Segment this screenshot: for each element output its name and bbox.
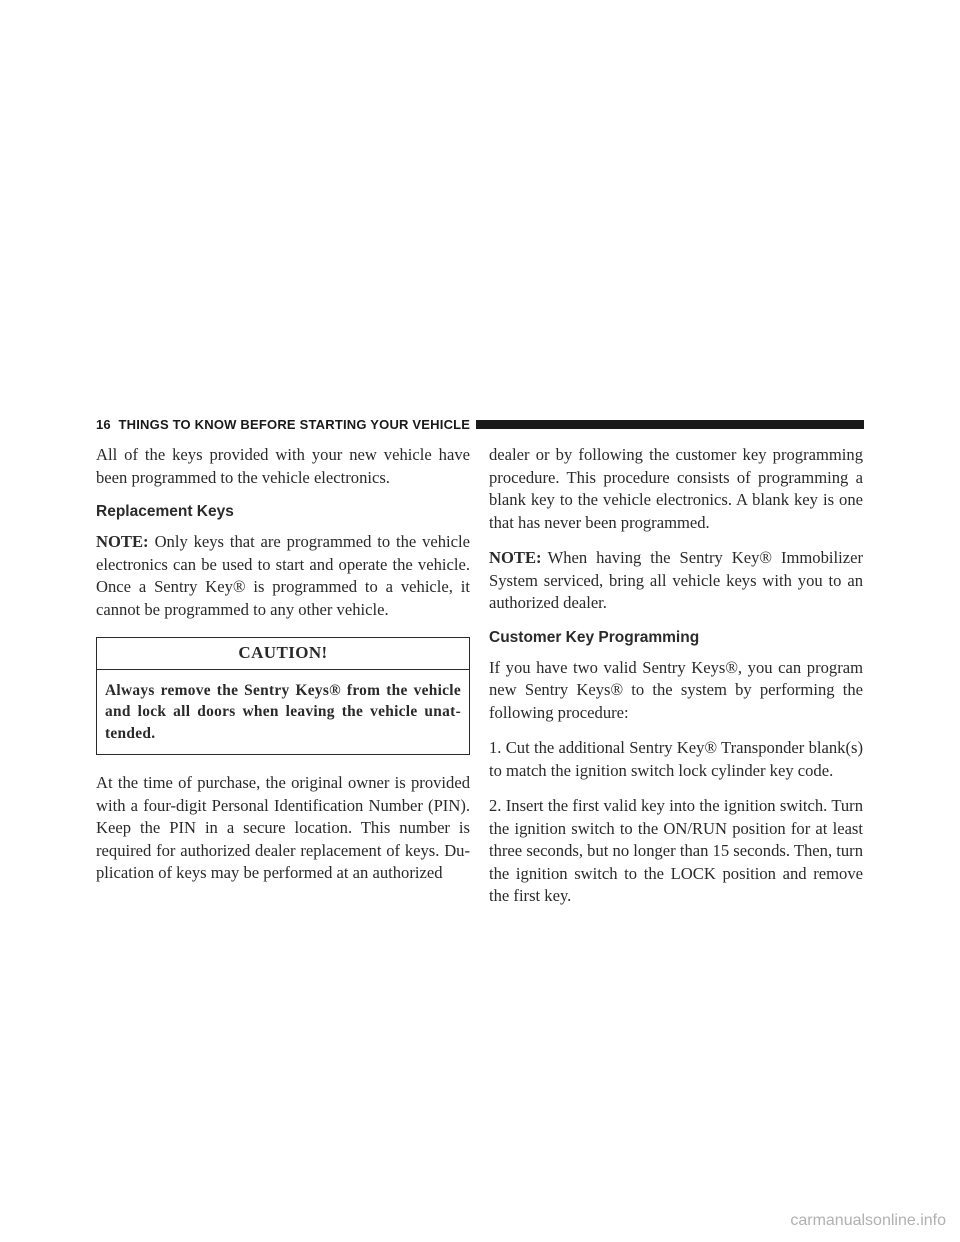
page-number: 16 — [96, 416, 111, 432]
caution-title: CAUTION! — [97, 638, 469, 670]
note-label: NOTE: — [489, 548, 542, 567]
pin-paragraph: At the time of purchase, the original owner is provided with a four-digit Personal Identification Number (PIN). Keep the PIN in a secure location. This number is required for authorized dealer replacement of keys. Du-plication of keys may be performed at an authorized — [96, 773, 470, 882]
caution-text: Always remove the Sentry Keys® from the vehicle and lock all doors when leaving the vehicle unat-tended. — [105, 681, 461, 742]
caution-box — [96, 637, 470, 755]
right-column — [489, 444, 863, 921]
customer-key-programming-heading: Customer Key Programming — [489, 628, 700, 646]
header-rule — [476, 420, 864, 429]
note-label: NOTE: — [96, 532, 149, 551]
note-immobilizer — [489, 547, 863, 615]
left-column — [96, 444, 470, 898]
section-title: THINGS TO KNOW BEFORE STARTING YOUR VEHICLE — [118, 416, 471, 432]
header-text — [96, 417, 470, 432]
note-text: When having the Sentry Key® Immobilizer System serviced, bring all vehicle keys with you to an authorized dealer. — [489, 548, 863, 612]
step-2: 2. Insert the first valid key into the ignition switch. Turn the ignition switch to the ON/RUN position for at least three seconds, but no longer than 15 seconds. Then, turn the ignition switch to the LOCK position and remove the first key. — [489, 796, 863, 905]
continuation-paragraph: dealer or by following the customer key programming procedure. This procedure consists of programming a blank key to the vehicle electronics. A blank key is one that has never been programmed. — [489, 445, 863, 532]
programming-intro: If you have two valid Sentry Keys®, you can program new Sentry Keys® to the system by performing the following procedure: — [489, 657, 863, 722]
note-text: Only keys that are programmed to the vehicle electronics can be used to start and operate the vehicle. Once a Sentry Key® is programmed to a vehicle, it cannot be programmed to any other vehicle. — [96, 532, 470, 619]
step-1: 1. Cut the additional Sentry Key® Transponder blank(s) to match the ignition switch lock cylinder key code. — [489, 738, 863, 780]
replacement-keys-heading: Replacement Keys — [96, 503, 234, 520]
note-replacement — [96, 531, 470, 621]
intro-paragraph: All of the keys provided with your new vehicle have been programmed to the vehicle electronics. — [96, 445, 470, 487]
watermark: carmanualsonline.info — [790, 1212, 946, 1229]
page-header — [96, 414, 864, 434]
